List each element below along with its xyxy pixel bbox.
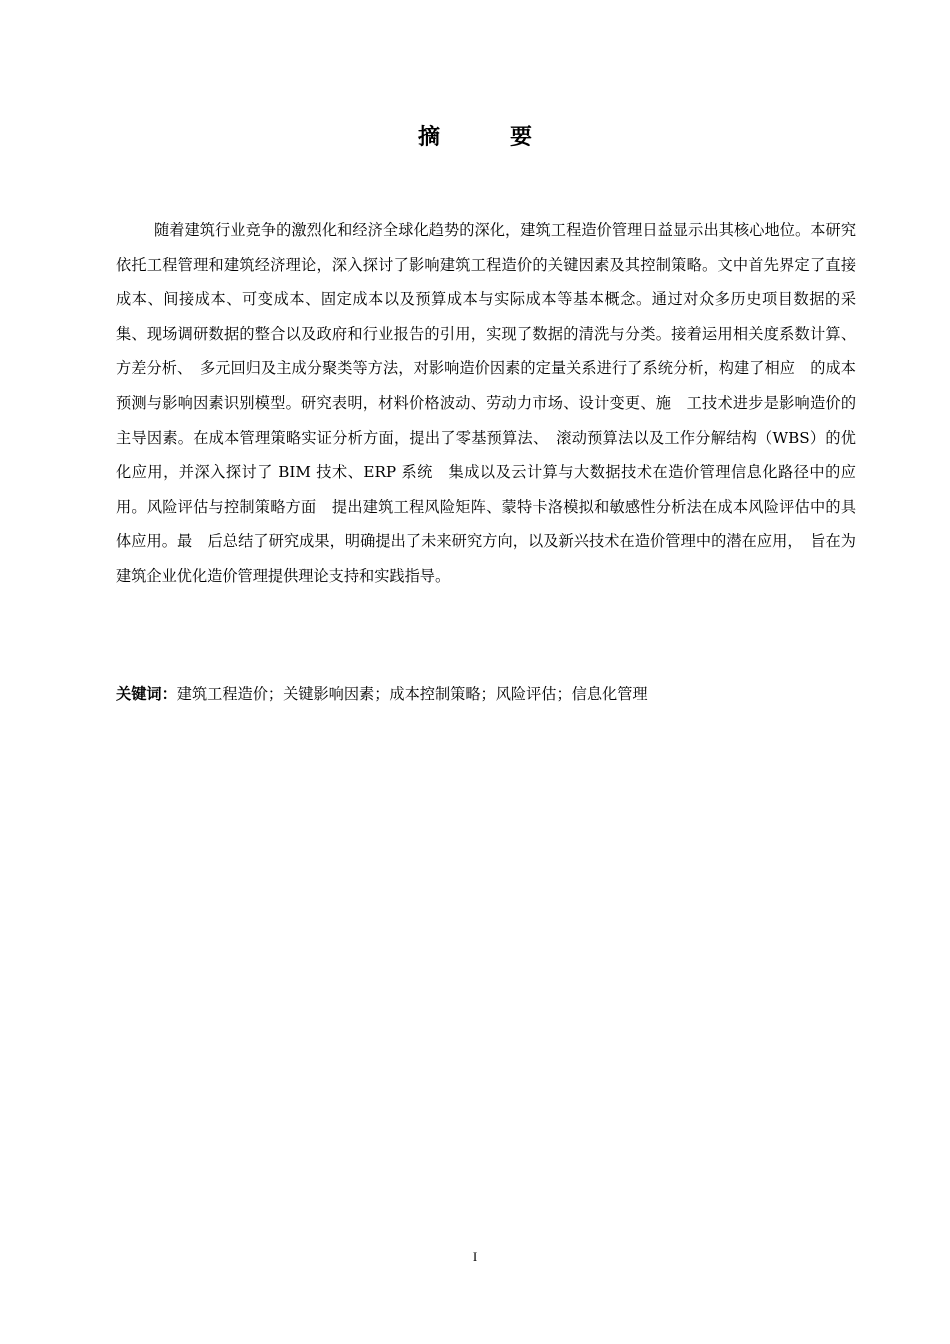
- page-number: I: [472, 1249, 478, 1264]
- keywords-text: 建筑工程造价；关键影响因素；成本控制策略；风险评估；信息化管理: [176, 685, 648, 703]
- abstract-paragraph: 随着建筑行业竞争的激烈化和经济全球化趋势的深化，建筑工程造价管理日益显示出其核心地位。本研究依托工程管理和建筑经济理论，深入探讨了影响建筑工程造价的关键因素及其控制策略。文中首先界定了直接成本、间接成本、可变成本、固定成本以及预算成本与实际成本等基本概念。通过对众多历史项目数据的采集、现场调研数据的整合以及政府和行业报告的引用，实现了数据的清洗与分类。接着运用相关度系数计算、方差分析、 多元回归及主成分聚类等方法，对影响造价因素的定量关系进行了系统分析，构建了相应 的成本预测与影响因素识别模型。研究表明，材料价格波动、劳动力市场、设计变更、施 工技术进步是影响造价的主导因素。在成本管理策略实证分析方面，提出了零基预算法、 滚动预算法以及工作分解结构（WBS）的优化应用，并深入探讨了 BIM 技术、ERP 系统 集成以及云计算与大数据技术在造价管理信息化路径中的应用。风险评估与控制策略方面 提出建筑工程风险矩阵、蒙特卡洛模拟和敏感性分析法在成本风险评估中的具体应用。最 后总结了研究成果，明确提出了未来研究方向，以及新兴技术在造价管理中的潜在应用， 旨在为建筑企业优化造价管理提供理论支持和实践指导。: [116, 221, 856, 585]
- keywords-label: 关键词：: [116, 685, 177, 703]
- keywords-line: [116, 679, 856, 709]
- abstract-title: 摘 要: [417, 125, 556, 150]
